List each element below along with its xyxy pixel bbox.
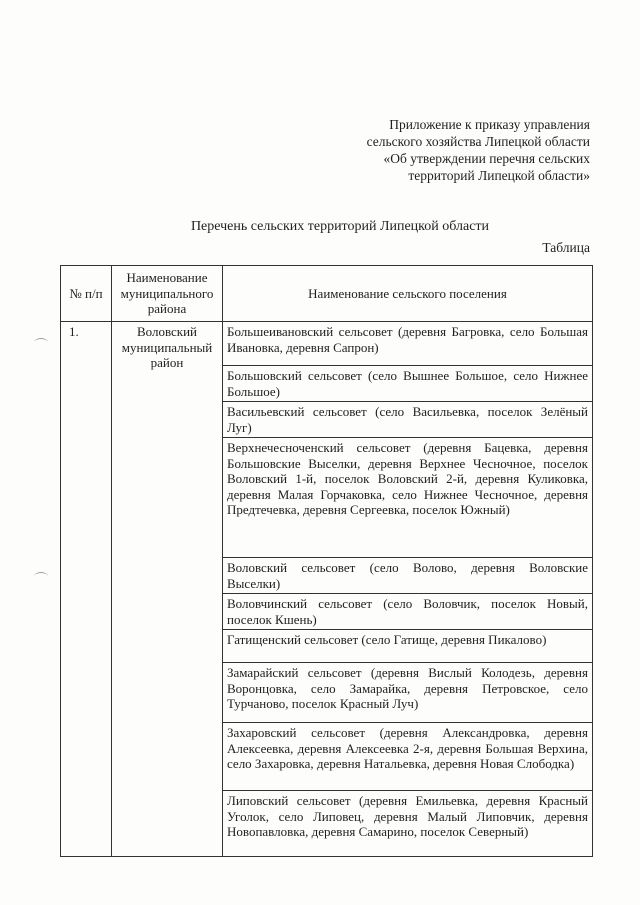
settlement-cell: Гатищенский сельсовет (село Гатище, деревня Пикалово) <box>223 630 593 663</box>
settlement-cell: Воловчинский сельсовет (село Воловчик, поселок Новый, поселок Кшень) <box>223 594 593 630</box>
district-name: Воловский муниципальный район <box>112 322 223 857</box>
settlement-cell: Захаровский сельсовет (деревня Александровка, деревня Алексеевка, деревня Алексеевка 2-я, деревня Большая Верхина, село Захаровка, деревня Натальевка, деревня Новая Слободка) <box>223 723 593 791</box>
appendix-line: «Об утверждении перечня сельских <box>383 151 590 166</box>
territories-table <box>60 265 593 857</box>
appendix-line: сельского хозяйства Липецкой области <box>366 134 590 149</box>
settlement-cell: Большеивановский сельсовет (деревня Багровка, село Большая Ивановка, деревня Сапрон) <box>223 322 593 366</box>
document-title: Перечень сельских территорий Липецкой области <box>190 219 490 234</box>
header-district: Наименование муниципального района <box>112 266 223 322</box>
settlement-cell: Верхнечесноченский сельсовет (деревня Бацевка, деревня Большовские Выселки, деревня Верхнее Чесночное, поселок Воловский 1-й, поселок Воловский 2-й, деревня Куликовка, деревня Малая Горчаковка, село Нижнее Чесночное, деревня Предтечевка, деревня Сергеевка, поселок Южный) <box>223 438 593 558</box>
header-settlement: Наименование сельского поселения <box>223 266 593 322</box>
settlement-cell: Большовский сельсовет (село Вышнее Большое, село Нижнее Большое) <box>223 366 593 402</box>
binder-hole-mark <box>34 572 48 581</box>
table-header-row <box>61 266 593 322</box>
settlement-cell: Замарайский сельсовет (деревня Вислый Колодезь, деревня Воронцовка, село Замарайка, деревня Петровское, село Турчаново, поселок Красный Луч) <box>223 663 593 723</box>
settlement-cell: Воловский сельсовет (село Волово, деревня Воловские Выселки) <box>223 558 593 594</box>
row-number: 1. <box>61 322 112 857</box>
settlement-cell: Васильевский сельсовет (село Васильевка, поселок Зелёный Луг) <box>223 402 593 438</box>
appendix-line: Приложение к приказу управления <box>389 117 590 132</box>
header-num: № п/п <box>61 266 112 322</box>
table-row <box>61 322 593 366</box>
binder-hole-mark <box>34 338 48 347</box>
table-label: Таблица <box>542 240 590 255</box>
appendix-line: территорий Липецкой области» <box>408 168 590 183</box>
settlement-cell: Липовский сельсовет (деревня Емильевка, деревня Красный Уголок, село Липовец, деревня Малый Липовчик, деревня Новопавловка, деревня Самарино, поселок Северный) <box>223 791 593 857</box>
appendix-header <box>290 116 590 184</box>
